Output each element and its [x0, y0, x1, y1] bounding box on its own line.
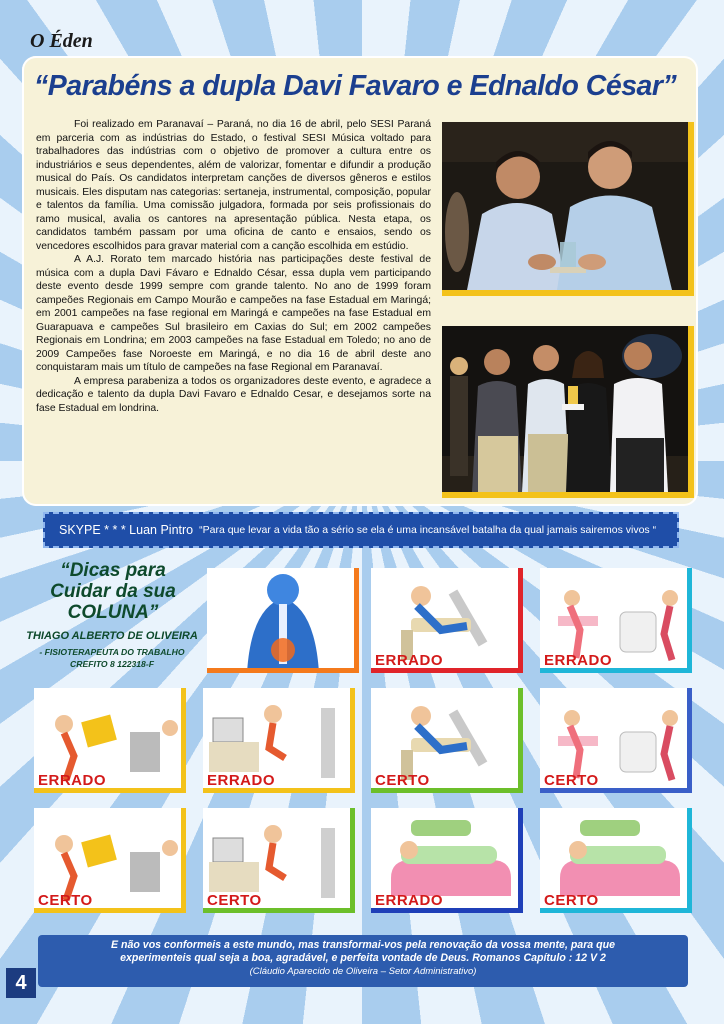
posture-tip-card [34, 688, 186, 793]
spine-icon [207, 568, 359, 673]
card-accent-bar [518, 688, 523, 793]
posture-tip-card [540, 688, 692, 793]
verse-credit: (Cláudio Aparecido de Oliveira – Setor Administrativo) [249, 966, 477, 977]
card-accent-bar [354, 568, 359, 673]
card-accent-bar [181, 688, 186, 793]
tips-title-line: Cuidar da sua [50, 581, 176, 602]
award-photo-duo [442, 122, 694, 296]
posture-tip-card [207, 568, 359, 673]
tips-title-line: COLUNA” [67, 602, 159, 623]
posture-tip-card [371, 568, 523, 673]
award-photo-group [442, 326, 694, 498]
posture-verdict-label: ERRADO [38, 772, 107, 789]
magazine-brand: O Éden [30, 30, 93, 52]
card-accent-bar [350, 688, 355, 793]
article-headline: “Parabéns a dupla Davi Favaro e Ednaldo César” [34, 70, 677, 102]
card-accent-bar [687, 808, 692, 913]
posture-tip-card [540, 568, 692, 673]
tips-role [24, 646, 200, 670]
posture-tip-card [540, 808, 692, 913]
page-number: 4 [6, 968, 36, 998]
card-accent-bar [350, 808, 355, 913]
posture-tip-card [34, 808, 186, 913]
posture-verdict-label: ERRADO [544, 652, 613, 669]
posture-verdict-label: CERTO [375, 772, 430, 789]
card-accent-bar [518, 808, 523, 913]
posture-verdict-label: ERRADO [375, 892, 444, 909]
card-accent-bar [687, 688, 692, 793]
skype-label: SKYPE * * * Luan Pintro [59, 523, 194, 537]
verse-line: E não vos conformeis a este mundo, mas transformai-vos pela renovação da vossa mente, para que [111, 939, 615, 951]
skype-banner [43, 512, 679, 548]
article-paragraph: Foi realizado em Paranavaí – Paraná, no dia 16 de abril, pelo SESI Paraná em parceria com as indústrias do Estado, o festival SESI Música voltado para trabalhadores das indústrias com o objetivo de promover a cultura entre os industriários e seus dependentes, além de valorizar, fomentar e difundir a produção musical do País. Os candidatos interpretam canções de diversos gêneros e estilos musicais. Eles disputam nas categorias: sertaneja, instrumental, composição, popular e talentos da família. Uma comissão julgadora, formada por seis profissionais do ramo musical, avalia os cantores na apresentação pública. Nesta etapa, os candidatos também passam por uma oficina de canto e ensaios, sendo os vencedores escolhidos para gravar material com a canção escolhida em estúdio. [36, 119, 431, 252]
posture-verdict-label: CERTO [544, 892, 599, 909]
card-accent-bar [207, 668, 359, 673]
posture-verdict-label: ERRADO [375, 652, 444, 669]
skype-quote: “Para que levar a vida tão a sério se ela é uma incansável batalha da qual jamais sairemos vivos “ [199, 524, 657, 536]
verse-line: experimenteis qual seja a boa, agradável, e perfeita vontade de Deus. Romanos Capítulo : 12 V 2 [120, 952, 606, 964]
bible-verse-banner [38, 935, 688, 987]
article-paragraph: A empresa parabeniza a todos os organizadores deste evento, e agradece a dedicação e talento da dupla Davi Favaro e Ednaldo Cesar, e desejamos sorte na fase Estadual em londrina. [36, 375, 431, 414]
posture-tip-card [203, 688, 355, 793]
card-accent-bar [518, 568, 523, 673]
article-paragraph: A A.J. Rorato tem marcado história nas participações deste festival de música com a dupla Davi Fávaro e Ednaldo César, essa dupla vem participando deste evento desde 1999 sempre com grande talento. No ano de 1999 foram campeões Regionais em Campo Mourão e campeões na fase Estadual em Maringá; em 2001 campeões na fase regional em Maringá e campeões na fase Estadual em Guarapuava e campeões Sul brasileiro em Caxias do Sul; em 2002 campeões Regionais em Londrina; em 2003 campeões na fase Estadual em Toledo; no ano de 2009 Campeões fase Noroeste em Maringá, e no dia 16 de abril deste ano conquistaram mais um título de campeões na fase Regional em Paranavaí. [36, 254, 431, 373]
tips-author: THIAGO ALBERTO DE OLIVEIRA [26, 630, 198, 642]
posture-verdict-label: ERRADO [207, 772, 276, 789]
article-body [36, 118, 431, 415]
tips-title-line: “Dicas para [60, 560, 166, 581]
posture-tip-card [203, 808, 355, 913]
card-accent-bar [687, 568, 692, 673]
tips-role-line: - FISIOTERAPEUTA DO TRABALHO [39, 647, 185, 657]
posture-verdict-label: CERTO [207, 892, 262, 909]
posture-verdict-label: CERTO [544, 772, 599, 789]
tips-role-line: CREFITO 8 122318-F [70, 659, 154, 669]
posture-tip-card [371, 808, 523, 913]
posture-tip-card [371, 688, 523, 793]
posture-verdict-label: CERTO [38, 892, 93, 909]
tips-title [28, 560, 198, 623]
card-accent-bar [181, 808, 186, 913]
